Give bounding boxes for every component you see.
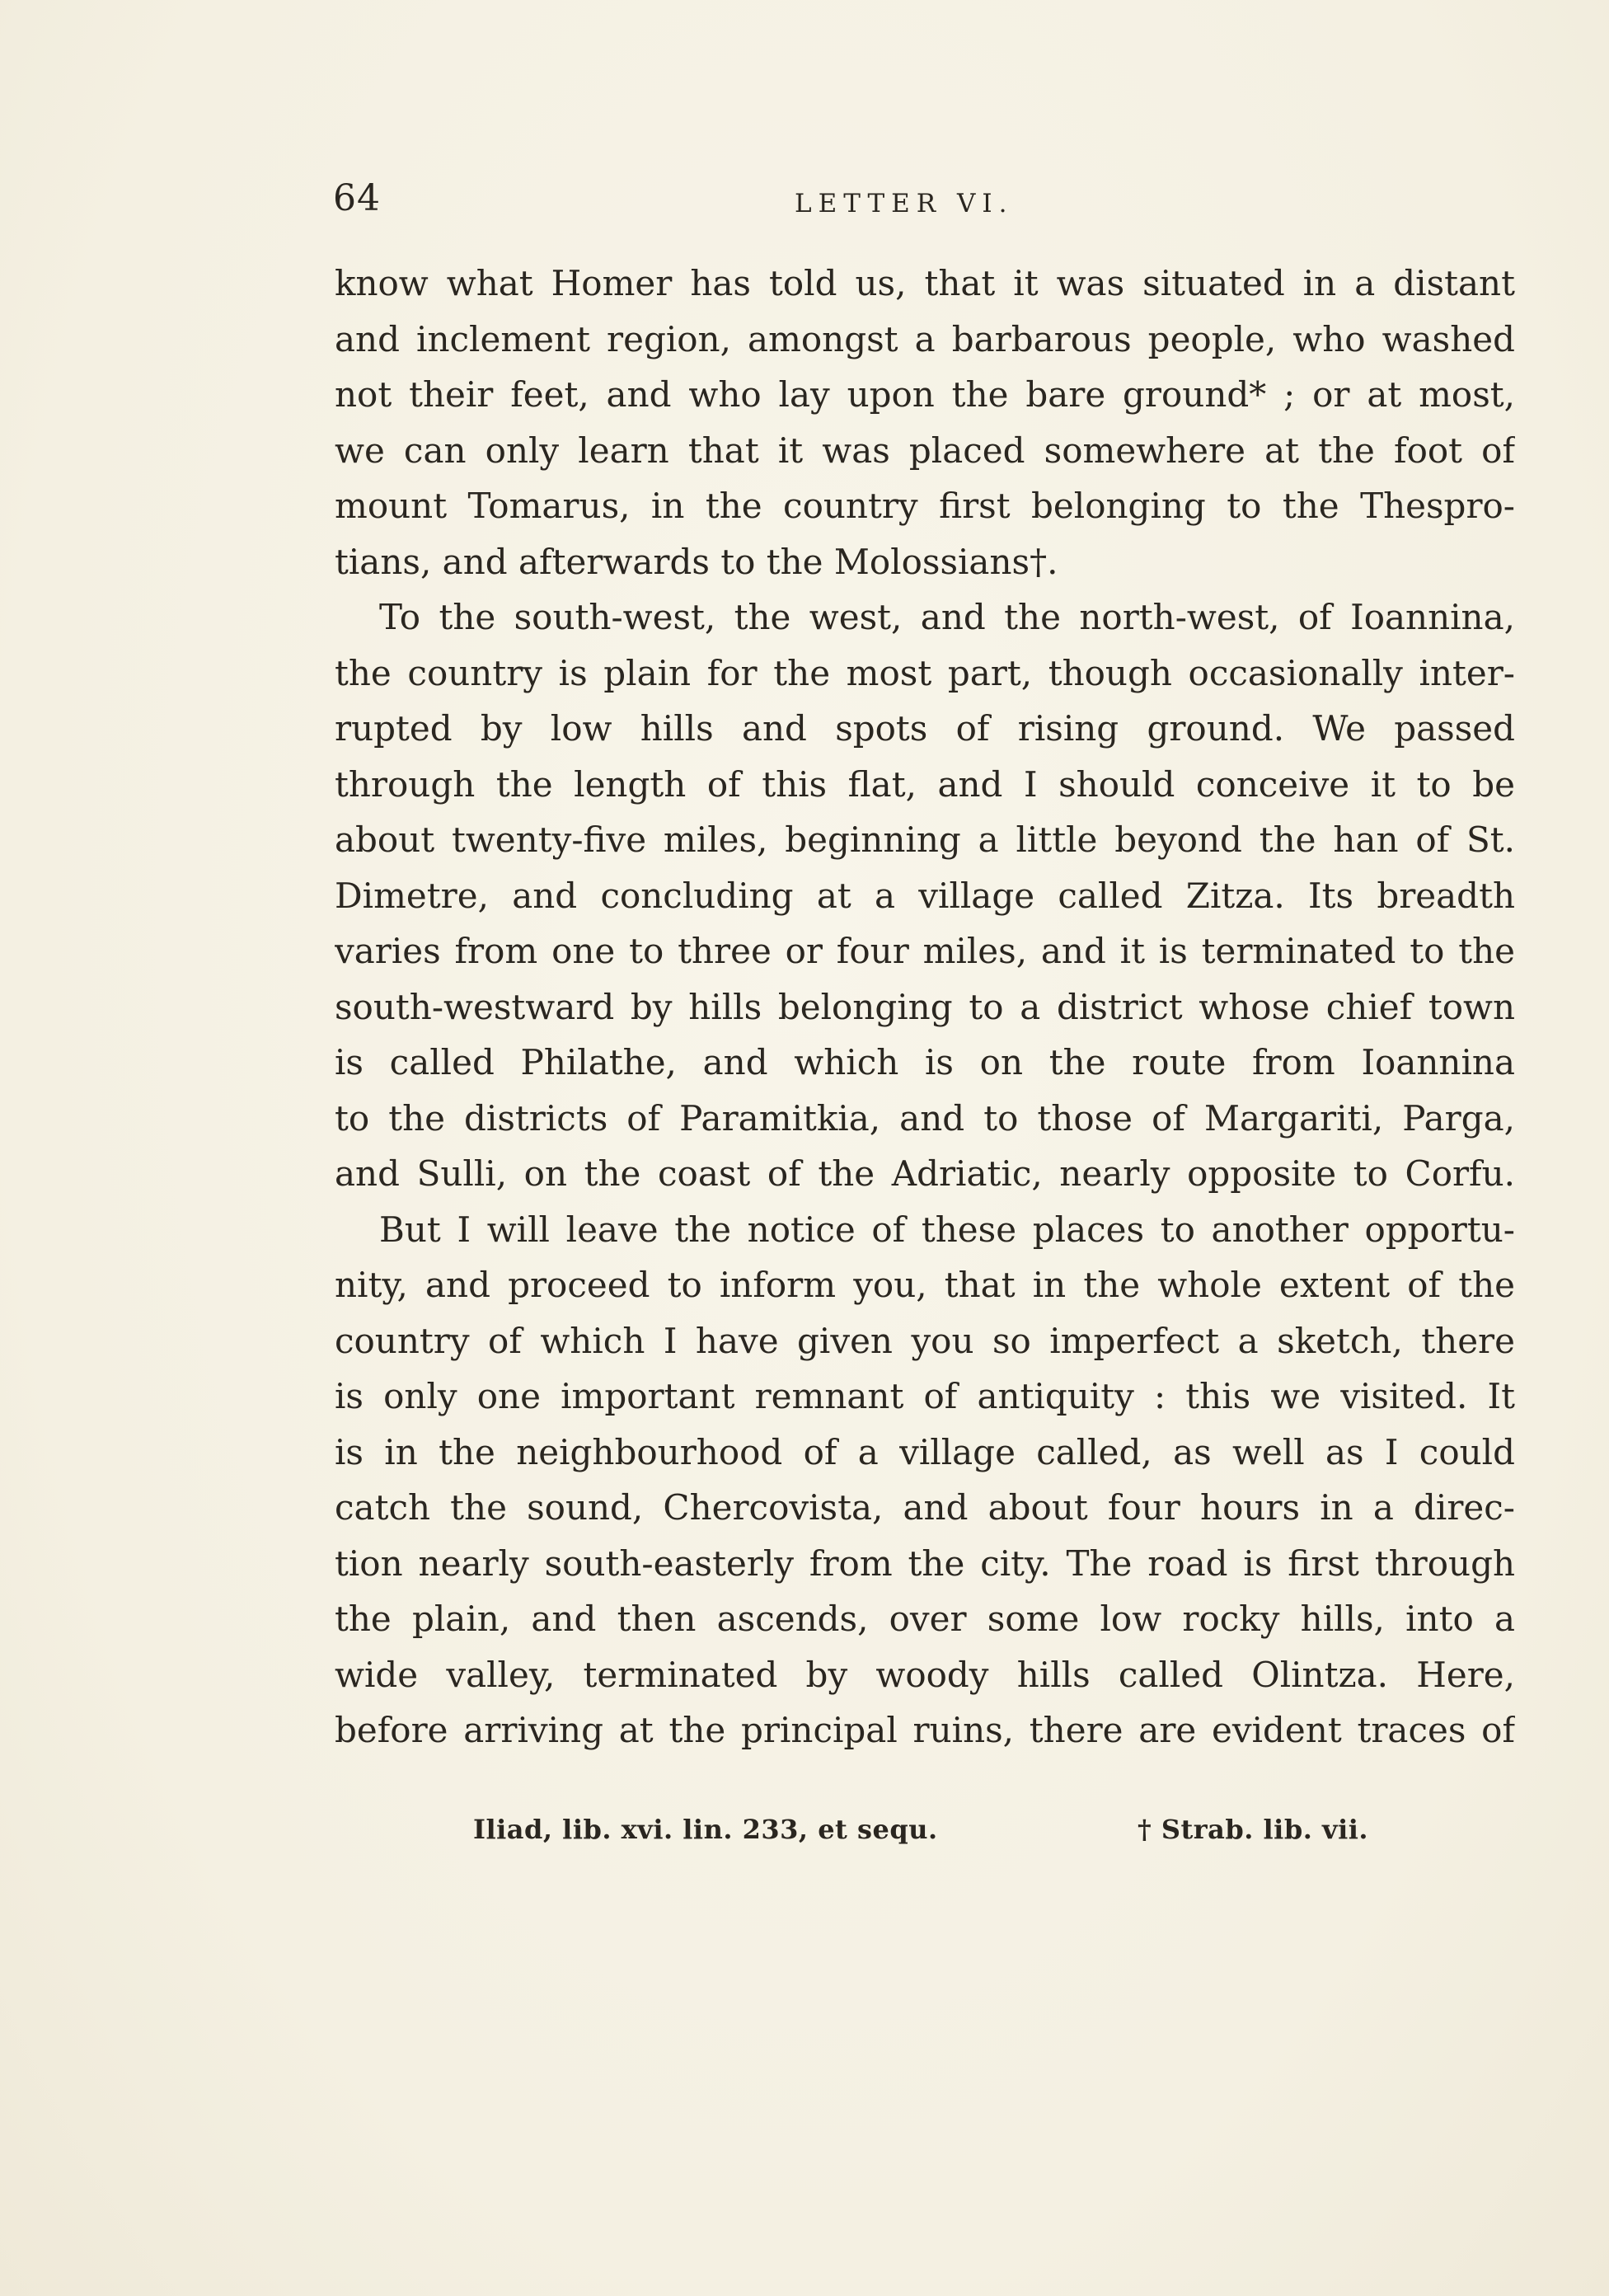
text-line: rupted by low hills and spots of rising ground. We passed — [335, 708, 1515, 749]
text-line: wide valley, terminated by woody hills called Olintza. Here, — [335, 1654, 1515, 1695]
text-line: the country is plain for the most part, though occasionally inter- — [335, 652, 1515, 693]
text-line: south-westward by hills belonging to a district whose chief town — [335, 986, 1515, 1027]
text-line: and Sulli, on the coast of the Adriatic, nearly opposite to Corfu. — [335, 1153, 1515, 1194]
text-line: through the length of this flat, and I should conceive it to be — [335, 763, 1515, 805]
paragraph — [335, 1202, 1515, 1758]
text-line: is called Philathe, and which is on the route from Ioannina — [335, 1042, 1515, 1082]
page-header — [333, 177, 1520, 227]
text-line: is in the neighbourhood of a village called, as well as I could — [335, 1431, 1515, 1472]
text-line: catch the sound, Chercovista, and about four hours in a direc- — [335, 1487, 1515, 1528]
footnote-strabo: † Strab. lib. vii. — [1138, 1814, 1369, 1845]
footnote-iliad: Iliad, lib. xvi. lin. 233, et sequ. — [473, 1814, 938, 1845]
text-line: is only one important remnant of antiquity : this we visited. It — [335, 1376, 1515, 1416]
text-line: the plain, and then ascends, over some low rocky hills, into a — [335, 1599, 1515, 1639]
text-line: not their feet, and who lay upon the bare ground* ; or at most, — [335, 374, 1515, 415]
text-line: we can only learn that it was placed somewhere at the foot of — [335, 430, 1515, 471]
text-line: know what Homer has told us, that it was situated in a distant — [335, 263, 1515, 303]
text-line: before arriving at the principal ruins, there are evident traces of — [335, 1710, 1515, 1750]
text-line: and inclement region, amongst a barbarous people, who washed — [335, 318, 1515, 359]
text-line: tians, and afterwards to the Molossians†. — [335, 541, 1058, 582]
body-text — [335, 256, 1515, 1758]
text-line: to the districts of Paramitkia, and to those of Margariti, Parga, — [335, 1097, 1515, 1139]
footnotes — [473, 1814, 1413, 1863]
text-line: country of which I have given you so imperfect a sketch, there — [335, 1320, 1515, 1361]
paragraph — [335, 256, 1515, 589]
text-line: nity, and proceed to inform you, that in the whole extent of the — [335, 1265, 1515, 1305]
page-number: 64 — [333, 177, 381, 219]
text-line: To the south-west, the west, and the north-west, of Ioannina, — [379, 597, 1515, 637]
text-line: mount Tomarus, in the country first belonging to the Thespro- — [335, 486, 1515, 526]
paragraph — [335, 589, 1515, 1202]
text-line: But I will leave the notice of these places to another opportu- — [379, 1209, 1515, 1250]
text-line: varies from one to three or four miles, and it is terminated to the — [335, 931, 1515, 971]
text-line: about twenty-five miles, beginning a little beyond the han of St. — [335, 819, 1515, 860]
text-line: tion nearly south-easterly from the city. The road is first through — [335, 1542, 1515, 1584]
text-line: Dimetre, and concluding at a village called Zitza. Its breadth — [335, 875, 1515, 916]
running-head: LETTER VI. — [795, 189, 1014, 218]
